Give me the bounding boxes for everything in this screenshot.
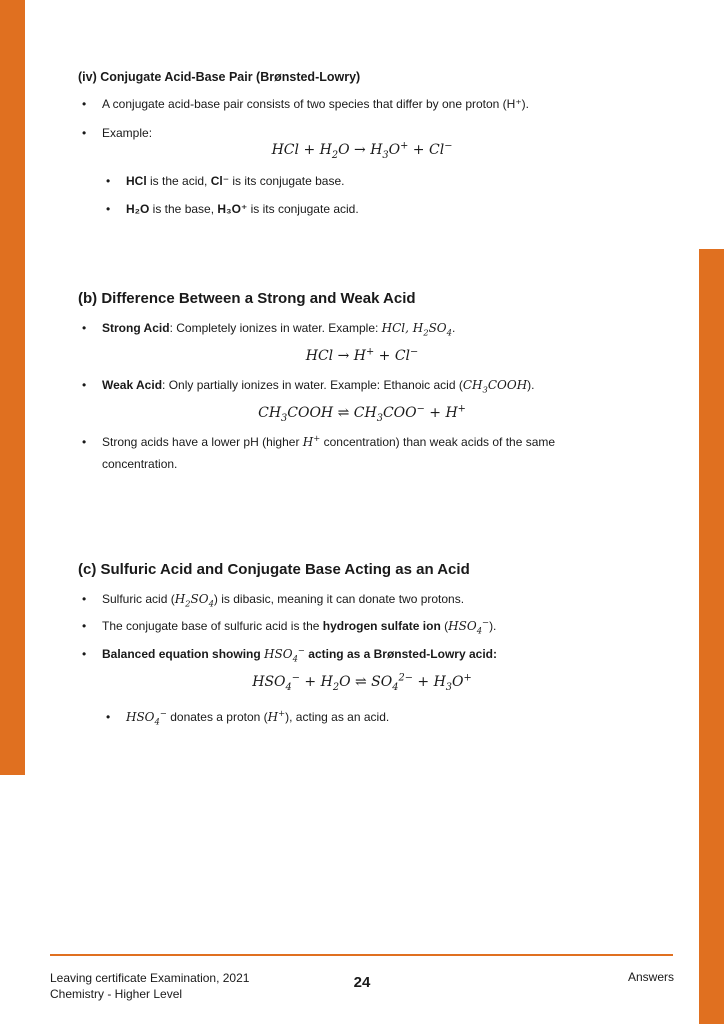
- list-item: • The conjugate base of sulfuric acid is the hydrogen sulfate ion $(HSO_4^-)$.: [82, 617, 497, 636]
- term-bold: hydrogen sulfate ion: [322, 619, 441, 633]
- list-item: [82, 125, 153, 141]
- term-bold: H₂O: [126, 202, 150, 216]
- bullet-icon: •: [82, 321, 87, 335]
- formula: H+: [267, 708, 286, 724]
- bullet-icon: •: [82, 435, 87, 449]
- bullet-icon: •: [106, 202, 111, 216]
- bullet-icon: •: [106, 710, 111, 724]
- list-item: • Weak Acid: Only partially ionizes in water. Example: Ethanoic acid $(CH_3COOH)$.: [82, 378, 535, 395]
- term-bold: Balanced equation showing: [102, 647, 265, 661]
- equation-hcl-ionization: HCl → H+ + Cl−: [305, 346, 419, 364]
- list-item: [106, 201, 359, 217]
- formula: $CH_3COOH$: [462, 378, 528, 395]
- text: donates a proton (: [166, 710, 268, 724]
- text: : Only partially ionizes in water. Example: Ethanoic acid (: [162, 378, 463, 392]
- left-accent-bar: [0, 0, 25, 775]
- footer-subject: Chemistry - Higher Level: [50, 987, 183, 1001]
- term-bold: Cl⁻: [210, 174, 230, 188]
- text: is the base,: [149, 202, 218, 216]
- formula: $HSO_4^-$: [126, 708, 167, 727]
- bullet-icon: •: [82, 378, 87, 392]
- footer-exam-title: Leaving certificate Examination, 2021: [50, 971, 250, 985]
- list-item: [82, 645, 497, 664]
- formula: HCl, $H_2SO_4$: [381, 321, 452, 338]
- bullet-icon: •: [82, 97, 87, 111]
- list-item: [106, 173, 345, 189]
- text: : Completely ionizes in water. Example:: [169, 321, 382, 335]
- text: Strong acids have a lower pH (higher: [102, 435, 303, 449]
- equation-ethanoic-equilibrium: $CH_3COOH$ ⇌ $CH_3COO^- + H^+$: [258, 403, 466, 424]
- equation-hcl-water: HCl + $H_2O \to H_3O^+ + Cl^-$: [271, 140, 453, 161]
- bullet-icon: •: [82, 126, 87, 140]
- bullet-text: Example:: [102, 126, 153, 140]
- text: The conjugate base of sulfuric acid is the: [102, 619, 323, 633]
- text: is its conjugate base.: [229, 174, 345, 188]
- list-item: [82, 433, 556, 450]
- footer-section-label: Answers: [627, 970, 674, 984]
- strong-acid-label: Strong Acid: [102, 321, 170, 335]
- formula: $H_2SO_4$: [174, 592, 214, 609]
- text: concentration) than weak acids of the same: [320, 435, 556, 449]
- list-item: [82, 96, 530, 112]
- term-bold: acting as a Brønsted-Lowry acid:: [304, 647, 497, 661]
- list-item: • Strong Acid: Completely ionizes in water. Example: HCl, $H_2SO_4$.: [82, 321, 456, 338]
- weak-acid-label: Weak Acid: [102, 378, 163, 392]
- text: is its conjugate acid.: [247, 202, 359, 216]
- text: Sulfuric acid (: [102, 592, 175, 606]
- text: ), acting as an acid.: [285, 710, 390, 724]
- text: is the acid,: [146, 174, 211, 188]
- term-bold: HCl: [126, 174, 147, 188]
- bullet-icon: •: [82, 647, 87, 661]
- list-item: [106, 708, 390, 727]
- section-c-heading: (c) Sulfuric Acid and Conjugate Base Acting as an Acid: [78, 561, 470, 578]
- page-number: 24: [353, 974, 371, 991]
- text: concentration.: [102, 457, 178, 471]
- list-item-continued: [102, 456, 177, 472]
- term-bold: H₃O⁺: [217, 202, 248, 216]
- formula: H+: [302, 433, 321, 449]
- bullet-text: A conjugate acid-base pair consists of two species that differ by one proton (H⁺).: [102, 97, 530, 111]
- formula: $HSO_4^-$: [448, 617, 490, 636]
- bullet-icon: •: [82, 619, 87, 633]
- equation-hso4-water: $HSO_4^- + H_2O$ ⇌ $SO_4^{2-} + H_3O^+$: [252, 672, 472, 693]
- text: ) is dibasic, meaning it can donate two protons.: [213, 592, 465, 606]
- list-item: [82, 591, 465, 609]
- footer-divider: [50, 954, 673, 956]
- right-accent-bar: [699, 249, 724, 1024]
- bullet-icon: •: [106, 174, 111, 188]
- formula: $HSO_4^-$: [264, 645, 305, 664]
- footer-exam-info: [50, 970, 249, 1002]
- bullet-icon: •: [82, 592, 87, 606]
- section-b-heading: (b) Difference Between a Strong and Weak Acid: [78, 290, 416, 307]
- section-iv-heading: (iv) Conjugate Acid-Base Pair (Brønsted-Lowry): [78, 70, 361, 84]
